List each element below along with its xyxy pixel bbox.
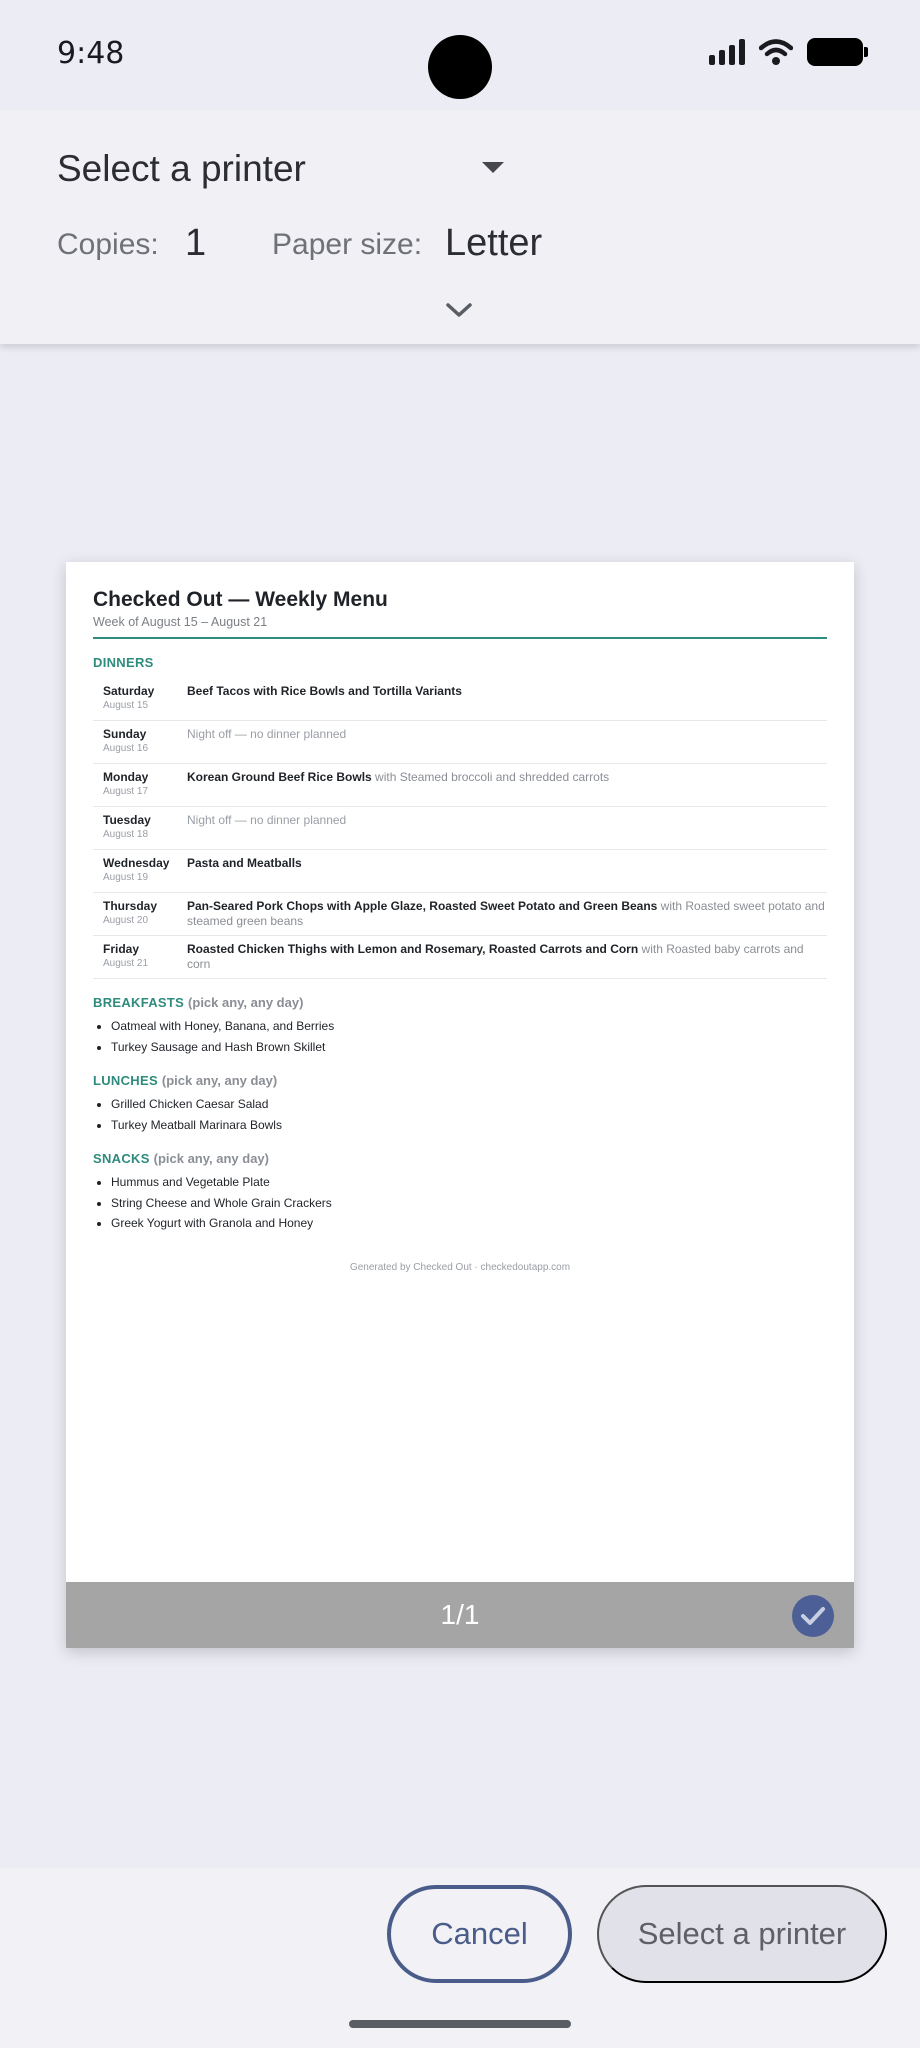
lunches-heading [93,1073,827,1088]
dinner-day: Friday [103,942,140,956]
dinner-day: Tuesday [103,813,151,827]
dinner-date: August 20 [103,915,149,926]
status-bar [0,0,920,110]
page-selected-checkbox[interactable] [792,1595,834,1637]
menu-document [93,588,827,1273]
document-footer: Generated by Checked Out · checkedoutapp.com [349,1261,571,1273]
dinner-date: August 18 [103,829,149,840]
dinner-meal: Korean Ground Beef Rice Bowls [187,770,372,784]
dinner-meal: Pan-Seared Pork Chops with Apple Glaze, Roasted Sweet Potato and Green Beans [187,899,658,913]
list-item: • Turkey Sausage and Hash Brown Skillet [111,1037,827,1058]
dinner-date: August 15 [103,700,149,711]
lunches-note: (pick any, any day) [161,1073,278,1088]
breakfasts-note: (pick any, any day) [188,995,304,1010]
dinners-heading: DINNERS [93,655,154,670]
status-icons [709,38,863,66]
list-item: • String Cheese and Whole Grain Crackers [111,1193,827,1214]
copies-value: 1 [185,222,207,264]
dinner-row [93,721,827,764]
copies-label: Copies: [57,228,159,261]
dinner-day: Monday [103,770,149,784]
snacks-list [111,1172,827,1234]
printer-dropdown[interactable]: Select a printer [57,148,306,189]
cancel-button[interactable]: Cancel [387,1885,572,1983]
breakfasts-list [111,1016,827,1057]
checkmark-icon [792,1595,834,1637]
dinner-row [93,893,827,936]
dinner-meal: Roasted Chicken Thighs with Lemon and Rosemary, Roasted Carrots and Corn [187,942,639,956]
breakfasts-heading [93,995,827,1010]
dinner-day: Saturday [103,684,155,698]
paper-size-label: Paper size: [272,228,423,261]
dinner-day: Thursday [103,899,158,913]
title-divider [93,637,827,639]
breakfasts-title: BREAKFASTS [93,995,185,1010]
dinner-off: Night off — no dinner planned [187,727,347,741]
document-title: Checked Out — Weekly Menu [93,588,388,611]
snacks-title: SNACKS [93,1151,150,1166]
camera-cutout [428,35,492,99]
list-item: • Hummus and Vegetable Plate [111,1172,827,1193]
status-time: 9:48 [57,36,125,71]
dinner-off: Night off — no dinner planned [187,813,347,827]
dinner-date: August 17 [103,786,149,797]
snacks-heading [93,1151,827,1166]
wifi-icon [759,38,793,66]
dinner-row [93,764,827,807]
chevron-down-icon[interactable] [444,300,474,320]
list-item: • Grilled Chicken Caesar Salad [111,1094,827,1115]
dinner-date: August 19 [103,872,149,883]
dinner-day: Wednesday [103,856,170,870]
snacks-note: (pick any, any day) [153,1151,269,1166]
select-printer-button[interactable]: Select a printer [597,1885,887,1983]
print-preview-page[interactable] [66,562,854,1648]
home-indicator[interactable] [349,2020,571,2028]
dinner-side: with Steamed broccoli and shredded carrots [371,770,610,784]
list-item: • Oatmeal with Honey, Banana, and Berries [111,1016,827,1037]
dinner-day: Sunday [103,727,147,741]
document-subtitle: Week of August 15 – August 21 [93,615,268,629]
list-item: • Turkey Meatball Marinara Bowls [111,1115,827,1136]
dinners-table [93,678,827,979]
page-indicator: 1/1 [440,1599,480,1630]
dinner-meal: Pasta and Meatballs [187,856,302,870]
signal-icon [709,39,745,65]
dinner-row [93,936,827,979]
paper-size-value: Letter [445,222,543,264]
dinner-date: August 21 [103,958,149,969]
dinner-side: with Roasted baby carrots and corn [187,942,804,971]
lunches-list [111,1094,827,1135]
dinner-row [93,850,827,893]
page-selector-bar[interactable] [66,1582,854,1648]
dropdown-arrow-icon[interactable] [482,162,504,173]
print-options-panel [0,110,920,344]
dinner-meal: Beef Tacos with Rice Bowls and Tortilla Variants [187,684,462,698]
action-bar [0,1868,920,2048]
dinner-date: August 16 [103,743,149,754]
dinner-row [93,678,827,721]
lunches-title: LUNCHES [93,1073,158,1088]
dinner-row [93,807,827,850]
battery-icon [807,38,863,66]
dinner-side: with Roasted sweet potato and steamed green beans [187,899,825,928]
list-item: • Greek Yogurt with Granola and Honey [111,1213,827,1234]
